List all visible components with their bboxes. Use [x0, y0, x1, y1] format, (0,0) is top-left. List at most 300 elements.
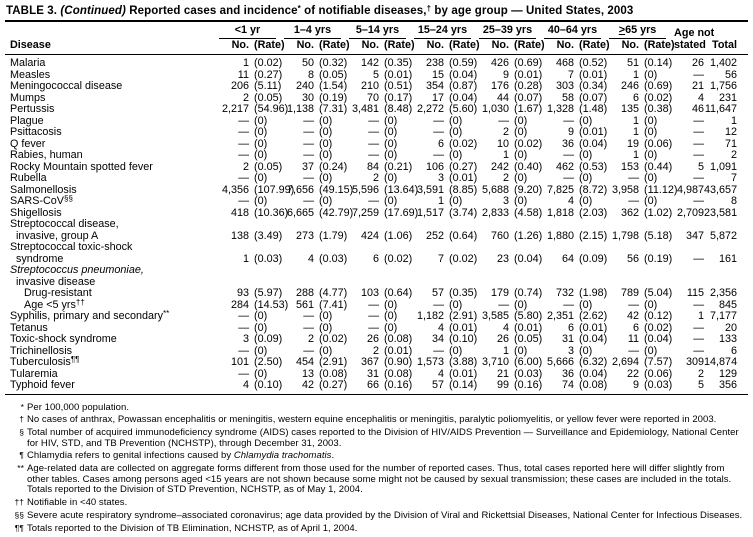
cell-rate: (2.03) [579, 206, 608, 219]
cell-rate: (0.01) [384, 344, 413, 357]
cell-count: 5,596 [351, 183, 380, 196]
footnote-text: Chlamydia refers to genital infections caused by [27, 450, 234, 462]
table-row [5, 196, 748, 208]
cell-rate: (0.05) [254, 91, 283, 104]
cell-count: 367 [361, 356, 380, 368]
cell-count: — [238, 367, 249, 380]
cell-total: 1,091 [710, 160, 738, 173]
cell-rate: (1.26) [514, 229, 543, 242]
cell-count: 84 [367, 160, 380, 173]
cell-count: 9 [503, 68, 510, 81]
cell-age-not-stated: — [693, 114, 705, 127]
cell-rate: (5.60) [449, 103, 478, 115]
cell-count: — [238, 149, 249, 161]
age-group-label-text: 65 yrs [625, 24, 657, 36]
cell-count: 2,694 [612, 356, 640, 368]
table-row [5, 81, 748, 93]
cell-rate: (0.10) [249, 380, 284, 394]
cell-age-not-stated: — [693, 126, 705, 138]
cell-count: 3,591 [417, 183, 445, 196]
cell-rate: (6.32) [579, 356, 608, 368]
cell-count: 1,818 [547, 206, 575, 219]
cell-total: 129 [719, 367, 738, 380]
column-header-rate: (Rate) [444, 39, 479, 55]
cell-rate: (0.16) [379, 380, 414, 394]
cell-count: 31 [562, 333, 575, 345]
cell-count: 1,517 [417, 206, 445, 219]
cell-count: 19 [627, 137, 640, 150]
cell-count: — [368, 195, 380, 207]
table-header [5, 22, 748, 55]
cell-total: 11,647 [704, 103, 738, 115]
cell-total: 6 [731, 344, 738, 357]
cell-rate: (0) [384, 114, 398, 127]
cell-rate: (0.35) [449, 287, 478, 299]
cell-count: — [303, 321, 314, 334]
cell-rate: (0) [579, 114, 593, 127]
cell-count: 3,585 [482, 310, 510, 322]
disease-name-text: Rubella [10, 172, 47, 184]
cell-count: 50 [301, 57, 314, 69]
cell-age-not-stated: 2,709 [677, 206, 705, 219]
cell-count: 6 [568, 321, 575, 334]
cell-rate: (0) [384, 195, 398, 207]
cell-rate: (1.48) [579, 103, 608, 115]
footnote-marker: † [19, 414, 24, 425]
cell-count: 4 [503, 321, 510, 334]
cell-rate: (7.31) [319, 103, 348, 115]
cell-rate: (0) [319, 344, 333, 357]
cell-count: — [368, 310, 380, 322]
cell-rate: (0.08) [574, 380, 609, 394]
cell-rate: (0.69) [514, 57, 543, 69]
footnote-text: Total number of acquired immunodeficiency syndrome (AIDS) cases reported to the Division of HIV/AIDS Prevention — Surveillance and Epidemiology, National Center for HIV, STD, and TB Prevention (NCHSTP), through December 31, 2003. [27, 426, 739, 449]
cell-rate: (1.06) [384, 229, 413, 242]
cell-rate: (0.03) [254, 252, 283, 265]
cell-total: 2,356 [710, 287, 738, 299]
disease-name-text: Syphilis, primary and secondary [10, 310, 164, 322]
cell-total: 1,756 [710, 80, 738, 92]
table-title [5, 3, 748, 22]
cell-count: 101 [230, 356, 249, 368]
cell-rate: (1.79) [319, 229, 348, 242]
cell-rate: (0.12) [644, 310, 673, 322]
footnote-marker: †† [14, 497, 24, 508]
cell-rate: (0) [514, 195, 528, 207]
cell-count: 5,666 [547, 356, 575, 368]
footnote [10, 464, 748, 496]
cell-rate: (0) [384, 321, 398, 334]
age-not-stated-line2: stated [674, 39, 706, 51]
column-header-age-group [219, 22, 284, 39]
cell-rate: (0.02) [644, 321, 673, 334]
cell-count: 4 [219, 380, 249, 394]
cell-count: — [238, 321, 249, 334]
cell-age-not-stated: 46 [692, 103, 705, 115]
cell-rate: (0) [254, 172, 268, 184]
column-header-no: No. [544, 39, 574, 55]
cell-rate: (7.41) [319, 298, 348, 311]
cell-age-not-stated: 1 [698, 310, 705, 322]
cell-count: 2 [373, 172, 380, 184]
header-row-groups [5, 22, 748, 39]
cell-count: 66 [349, 380, 379, 394]
cell-rate: (1.54) [319, 80, 348, 92]
empty-cells [219, 265, 748, 288]
cell-count: — [238, 344, 249, 357]
cell-count: 1,182 [417, 310, 445, 322]
cell-count: 1 [438, 195, 445, 207]
cell-rate: (0.64) [384, 287, 413, 299]
footnote-marker: ¶ [19, 450, 24, 461]
table-row [5, 357, 748, 369]
age-group-label: <1 yr [219, 22, 276, 39]
cell-count: 176 [491, 80, 510, 92]
cell-count: 21 [497, 367, 510, 380]
cell-rate: (0.02) [254, 57, 283, 69]
cell-count: — [563, 298, 575, 311]
cell-count: — [368, 114, 380, 127]
cell-rate: (5.11) [254, 80, 282, 92]
disease-name [10, 242, 219, 254]
column-header-rate: (Rate) [314, 39, 349, 55]
disease-name-text: Rocky Mountain spotted fever [10, 160, 153, 173]
cell-total: 845 [719, 298, 738, 311]
cell-count: — [238, 310, 249, 322]
cell-count: 426 [491, 57, 510, 69]
cell-count: — [303, 126, 314, 138]
cell-total: 43,657 [704, 183, 738, 196]
cell-rate: (0.01) [514, 321, 543, 334]
cell-count: 242 [491, 160, 510, 173]
column-header-age-not-stated [674, 22, 715, 55]
cell-rate: (0.16) [509, 380, 544, 394]
cell-count: 103 [361, 287, 380, 299]
cell-count: 1 [633, 126, 640, 138]
cell-rate: (0) [254, 114, 268, 127]
cell-age-not-stated: — [693, 68, 705, 81]
cell-rate: (0.19) [319, 91, 348, 104]
table-row [5, 380, 748, 394]
cell-count: 36 [562, 137, 575, 150]
cell-rate: (0.02) [644, 91, 673, 104]
column-header-age-group [414, 22, 479, 39]
disease-name-text: Drug-resistant [24, 287, 92, 299]
cell-count: 26 [367, 333, 380, 345]
cell-age-not-stated: 4,987 [677, 183, 705, 196]
cell-rate: (4.58) [514, 206, 543, 219]
cell-count: 206 [230, 80, 249, 92]
cell-total: 71 [725, 137, 738, 150]
cell-rate: (0.34) [579, 80, 608, 92]
disease-name-text: Meningococcal disease [10, 80, 123, 92]
cell-rate: (0.90) [384, 356, 413, 368]
cell-count: 273 [295, 229, 314, 242]
column-header-no: No. [284, 39, 314, 55]
cell-count: 9 [568, 126, 575, 138]
footnote-ref: ** [163, 309, 170, 318]
age-group-label: 40–64 yrs [544, 22, 601, 39]
cell-rate: (14.53) [254, 298, 289, 311]
footnote [10, 524, 748, 535]
footnote-text: Chlamydia trachomatis [233, 450, 332, 462]
cell-rate: (0) [254, 137, 268, 150]
cell-count: 2 [373, 344, 380, 357]
cell-rate: (0) [579, 344, 593, 357]
disease-name-text: Plague [10, 114, 44, 127]
cell-count: — [368, 321, 380, 334]
cell-count: 22 [627, 367, 640, 380]
disease-name-text: Tularemia [10, 367, 58, 380]
cell-rate: (0.09) [579, 252, 608, 265]
cell-rate: (0.52) [579, 57, 608, 69]
disease-name-line2: invasive disease [16, 275, 96, 288]
cell-total: 12 [725, 126, 738, 138]
cell-rate: (0) [579, 149, 593, 161]
cell-count: 760 [491, 229, 510, 242]
cell-rate: (0) [449, 344, 463, 357]
cell-rate: (0.14) [444, 380, 479, 394]
cell-count: 15 [432, 68, 445, 81]
cell-rate: (8.48) [384, 103, 413, 115]
cell-count: — [303, 195, 314, 207]
cell-count: 57 [414, 380, 444, 394]
cell-count: — [238, 195, 249, 207]
cell-rate: (0) [514, 172, 528, 184]
cell-count: 7,825 [547, 183, 575, 196]
footnote-text: Age-related data are collected on aggregate forms different from those used for the number of reported cases. Thus, total cases reported here will differ slightly from other tables. Cases among persons aged <15 years are not shown because some might not be caused by sexual transmission; these cases are included in the totals. Totals reported to the Division of STD Prevention, NCHSTP, as of May 1, 2004. [27, 463, 732, 496]
cell-rate: (0) [254, 149, 268, 161]
cell-rate: (0.01) [579, 126, 608, 138]
cell-rate: (0.02) [514, 137, 543, 150]
cell-rate: (5.18) [644, 229, 673, 242]
cell-rate: (5.04) [644, 287, 673, 299]
age-group-label: 1–4 yrs [284, 22, 341, 39]
cell-age-not-stated: 4 [698, 91, 705, 104]
cell-rate: (0) [449, 114, 463, 127]
cell-count: — [238, 172, 249, 184]
disease-name-text: Streptococcal toxic-shock [10, 241, 133, 253]
column-header-rate: (Rate) [249, 39, 284, 55]
cell-rate: (0) [514, 344, 528, 357]
cell-total: 2 [731, 149, 738, 161]
cell-count: — [563, 172, 575, 184]
cell-rate: (0.04) [449, 91, 478, 104]
disease-name-text: Streptococcus pneumoniae, [10, 264, 144, 276]
footnote [10, 451, 748, 462]
cell-count: — [433, 149, 445, 161]
cell-age-not-stated: 115 [686, 287, 705, 299]
cell-rate: (0.01) [384, 68, 413, 81]
cell-rate: (0.74) [514, 287, 543, 299]
cell-rate: (0.02) [449, 137, 478, 150]
cell-count: 2 [307, 333, 314, 345]
cell-rate: (0.01) [514, 68, 543, 81]
cell-count: 36 [562, 367, 575, 380]
cell-total: 133 [719, 333, 738, 345]
disease-name-text: Tetanus [10, 321, 48, 334]
cell-rate: (1.02) [644, 206, 673, 219]
cell-count: — [563, 114, 575, 127]
cell-count: — [303, 172, 314, 184]
cell-rate: (0.03) [639, 380, 674, 394]
column-header-age-group [284, 22, 349, 39]
cell-count: 1 [242, 252, 249, 265]
cell-count: 6,665 [286, 206, 314, 219]
cell-rate: (0.04) [579, 333, 608, 345]
cell-rate: (0) [514, 298, 528, 311]
cell-count: 1,798 [612, 229, 640, 242]
cell-count: 5,688 [482, 183, 510, 196]
cell-count: 3 [503, 195, 510, 207]
cell-count: — [368, 149, 380, 161]
cell-total: 356 [704, 380, 748, 394]
cell-count: 30 [301, 91, 314, 104]
cell-rate: (0) [514, 114, 528, 127]
cell-count: 210 [361, 80, 380, 92]
cell-count: 6 [633, 91, 640, 104]
cell-rate: (0) [254, 126, 268, 138]
cell-rate: (0.06) [644, 367, 673, 380]
cell-count: 70 [367, 91, 380, 104]
cell-rate: (0) [514, 126, 528, 138]
cell-count: 3 [568, 344, 575, 357]
cell-count: 42 [284, 380, 314, 394]
cell-age-not-stated: 347 [686, 229, 705, 242]
cell-count: 1,880 [547, 229, 575, 242]
table-row [5, 173, 748, 185]
cell-count: 362 [621, 206, 640, 219]
cell-count: — [498, 298, 510, 311]
cell-count: — [238, 137, 249, 150]
disease-name-text: Malaria [10, 57, 46, 69]
cell-rate: (0.27) [449, 160, 478, 173]
cell-count: 138 [230, 229, 249, 242]
cell-count: 1 [503, 344, 510, 357]
cell-count: 51 [627, 57, 640, 69]
cell-total: 23,581 [704, 206, 738, 219]
cell-count: 238 [426, 57, 445, 69]
cell-count: 56 [627, 252, 640, 265]
table-row [5, 127, 748, 139]
cell-count: 7,259 [351, 206, 380, 219]
cell-rate: (0.87) [449, 80, 478, 92]
cell-count: 2 [503, 172, 510, 184]
cell-rate: (0.35) [384, 57, 413, 69]
cell-count: — [628, 172, 640, 184]
footnote-text: Totals reported to the Division of TB Elimination, NCHSTP, as of April 1, 2004. [27, 522, 358, 534]
cell-count: — [563, 149, 575, 161]
cell-rate: (0.03) [514, 367, 543, 380]
footnote-marker: ¶¶ [14, 522, 24, 533]
footnote-text: Notifiable in <40 states. [27, 497, 128, 509]
cell-rate: (0.59) [449, 57, 478, 69]
cell-rate: (0.06) [644, 137, 673, 150]
disease-label-cell [5, 55, 219, 70]
cell-count: 11 [627, 333, 640, 345]
cell-total: 231 [719, 91, 738, 104]
cell-count: 462 [556, 160, 575, 173]
cell-rate: (1.98) [579, 287, 608, 299]
cell-rate: (54.96) [254, 103, 289, 115]
cell-count: 37 [301, 160, 314, 173]
cell-count: — [238, 126, 249, 138]
cell-count: 3,958 [612, 183, 640, 196]
disease-name-text: Toxic-shock syndrome [10, 333, 117, 345]
cell-rate: (0.64) [449, 229, 478, 242]
cell-rate: (7.57) [644, 356, 673, 368]
cell-rate: (0) [384, 149, 398, 161]
footnote-ref: †† [75, 297, 85, 307]
column-header-total: Total [704, 22, 748, 55]
cell-count: — [303, 149, 314, 161]
cell-count: 26 [497, 333, 510, 345]
footnote [10, 511, 748, 522]
table-row [5, 104, 748, 116]
cell-count: 23 [497, 252, 510, 265]
cell-count: 93 [236, 287, 249, 299]
cell-rate: (0.53) [579, 160, 608, 173]
cell-rate: (0.27) [314, 380, 349, 394]
disease-name-text: Rabies, human [10, 149, 83, 161]
disease-name-text: SARS-CoV [10, 195, 65, 207]
cell-rate: (0) [254, 310, 268, 322]
cell-count: 1 [633, 114, 640, 127]
cell-rate: (0.02) [384, 252, 413, 265]
cell-count: 1,573 [417, 356, 445, 368]
cell-count: 7,656 [286, 183, 314, 196]
column-header-age-group [609, 22, 674, 39]
cell-count: — [433, 126, 445, 138]
cell-age-not-stated: 309 [686, 356, 705, 368]
cell-rate: (0) [254, 321, 268, 334]
footnote [10, 403, 748, 414]
cell-count: 7 [438, 252, 445, 265]
cell-rate: (3.49) [254, 229, 283, 242]
cell-count: 4,356 [221, 183, 249, 196]
cell-rate: (0) [319, 126, 333, 138]
cell-count: 789 [621, 287, 640, 299]
cell-count: 10 [497, 137, 510, 150]
cell-count: 4 [438, 367, 445, 380]
footnote-ref-dagger: † [426, 4, 432, 13]
cell-rate: (0.27) [254, 68, 283, 81]
cell-rate: (0.08) [319, 367, 348, 380]
footnote-marker: § [19, 426, 24, 437]
disease-name-text: Tuberculosis [10, 356, 71, 368]
cell-count: 3 [242, 333, 249, 345]
column-header-rate: (Rate) [509, 39, 544, 55]
cell-rate: (0.04) [579, 137, 608, 150]
cell-count: — [433, 298, 445, 311]
disease-name-text: Streptococcal disease, [10, 218, 119, 230]
cell-count: — [303, 310, 314, 322]
cell-total: 20 [725, 321, 738, 334]
cell-rate: (0.38) [644, 103, 673, 115]
cell-count: 454 [295, 356, 314, 368]
cell-count: 1 [503, 149, 510, 161]
cell-count: 1,328 [547, 103, 575, 115]
disease-name-text: Measles [10, 68, 51, 81]
footnote-marker: §§ [14, 509, 24, 520]
disease-label-cell [5, 380, 219, 394]
cell-count: — [628, 195, 640, 207]
footnote-marker: ** [17, 463, 24, 474]
cell-count: 135 [621, 103, 640, 115]
cell-count: 8 [307, 68, 314, 81]
cell-count: 4 [568, 195, 575, 207]
cell-count: 58 [562, 91, 575, 104]
